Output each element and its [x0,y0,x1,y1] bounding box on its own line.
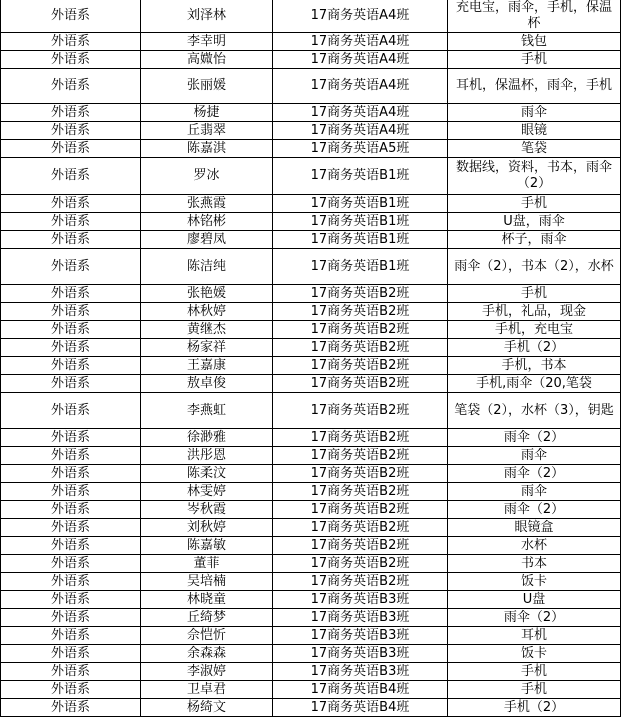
table-row [1,501,621,519]
table-row [1,429,621,447]
lost-items-cell: 雨伞（2），书本（2），水杯 [448,249,621,285]
lost-items-cell: 笔袋 [448,140,621,158]
class-cell: 17商务英语A4班 [273,104,448,122]
lost-items-cell: 雨伞（2） [448,465,621,483]
department-cell: 外语系 [1,429,141,447]
table-row [1,591,621,609]
table-row [1,140,621,158]
lost-items-cell: 眼镜盒 [448,519,621,537]
student-name-cell: 李幸明 [141,33,273,51]
department-cell: 外语系 [1,69,141,104]
department-cell: 外语系 [1,591,141,609]
department-cell: 外语系 [1,645,141,663]
class-cell: 17商务英语B2班 [273,465,448,483]
table-row [1,627,621,645]
lost-items-cell: 手机 [448,681,621,699]
student-name-cell: 陈嘉敏 [141,537,273,555]
class-cell: 17商务英语B1班 [273,249,448,285]
table-row [1,213,621,231]
table-row [1,375,621,393]
lost-items-cell: 耳机 [448,627,621,645]
table-row [1,321,621,339]
lost-items-cell: 手机，礼品，现金 [448,303,621,321]
department-cell: 外语系 [1,285,141,303]
table-row [1,537,621,555]
table-row [1,645,621,663]
lost-items-cell: 钱包 [448,33,621,51]
class-cell: 17商务英语B2班 [273,555,448,573]
student-name-cell: 王嘉康 [141,357,273,375]
student-name-cell: 林雯婷 [141,483,273,501]
table-row [1,465,621,483]
class-cell: 17商务英语B1班 [273,158,448,195]
table-row [1,104,621,122]
lost-items-cell: 数据线，资料，书本，雨伞（2） [448,158,621,195]
class-cell: 17商务英语B3班 [273,627,448,645]
table-row [1,609,621,627]
class-cell: 17商务英语A4班 [273,0,448,33]
table-row [1,393,621,429]
lost-items-cell: 眼镜 [448,122,621,140]
lost-items-cell: 雨伞 [448,104,621,122]
table-row [1,555,621,573]
class-cell: 17商务英语B2班 [273,321,448,339]
department-cell: 外语系 [1,537,141,555]
student-name-cell: 吴培楠 [141,573,273,591]
class-cell: 17商务英语B2班 [273,573,448,591]
class-cell: 17商务英语B3班 [273,645,448,663]
department-cell: 外语系 [1,519,141,537]
student-name-cell: 敖卓俊 [141,375,273,393]
department-cell: 外语系 [1,140,141,158]
table-row [1,339,621,357]
lost-items-cell: 手机,雨伞（20,笔袋 [448,375,621,393]
department-cell: 外语系 [1,249,141,285]
class-cell: 17商务英语B4班 [273,681,448,699]
class-cell: 17商务英语B3班 [273,663,448,681]
department-cell: 外语系 [1,663,141,681]
table-row [1,0,621,33]
student-name-cell: 董菲 [141,555,273,573]
class-cell: 17商务英语B1班 [273,213,448,231]
department-cell: 外语系 [1,357,141,375]
class-cell: 17商务英语B2班 [273,429,448,447]
student-name-cell: 李燕虹 [141,393,273,429]
lost-items-cell: 雨伞（2） [448,609,621,627]
table-row [1,357,621,375]
table-row [1,158,621,195]
department-cell: 外语系 [1,195,141,213]
class-cell: 17商务英语B2班 [273,537,448,555]
lost-items-cell: 雨伞 [448,483,621,501]
department-cell: 外语系 [1,555,141,573]
department-cell: 外语系 [1,681,141,699]
table-row [1,231,621,249]
department-cell: 外语系 [1,465,141,483]
class-cell: 17商务英语B1班 [273,231,448,249]
lost-items-cell: 充电宝，雨伞，手机，保温杯 [448,0,621,33]
class-cell: 17商务英语B3班 [273,609,448,627]
lost-items-cell: 雨伞 [448,447,621,465]
class-cell: 17商务英语B3班 [273,591,448,609]
student-name-cell: 杨绮文 [141,699,273,717]
department-cell: 外语系 [1,0,141,33]
class-cell: 17商务英语A4班 [273,69,448,104]
class-cell: 17商务英语B4班 [273,699,448,717]
table-row [1,195,621,213]
student-name-cell: 张艳媛 [141,285,273,303]
table-body [1,0,621,717]
student-name-cell: 陈嘉淇 [141,140,273,158]
student-name-cell: 罗冰 [141,158,273,195]
student-name-cell: 高媺怡 [141,51,273,69]
class-cell: 17商务英语B2班 [273,375,448,393]
lost-items-cell: 手机 [448,285,621,303]
table-row [1,681,621,699]
class-cell: 17商务英语A5班 [273,140,448,158]
class-cell: 17商务英语B2班 [273,357,448,375]
student-name-cell: 陈洁纯 [141,249,273,285]
student-name-cell: 张丽媛 [141,69,273,104]
table-row [1,285,621,303]
table-row [1,249,621,285]
class-cell: 17商务英语A4班 [273,33,448,51]
class-cell: 17商务英语B2班 [273,447,448,465]
department-cell: 外语系 [1,447,141,465]
class-cell: 17商务英语B2班 [273,339,448,357]
lost-items-cell: U盘 [448,591,621,609]
student-name-cell: 徐渺雅 [141,429,273,447]
class-cell: 17商务英语B2班 [273,483,448,501]
department-cell: 外语系 [1,158,141,195]
table-row [1,33,621,51]
class-cell: 17商务英语B2班 [273,519,448,537]
lost-items-cell: 手机（2） [448,339,621,357]
student-name-cell: 刘秋婷 [141,519,273,537]
student-name-cell: 杨家祥 [141,339,273,357]
student-name-cell: 余森森 [141,645,273,663]
class-cell: 17商务英语B2班 [273,393,448,429]
student-name-cell: 林秋婷 [141,303,273,321]
class-cell: 17商务英语A4班 [273,51,448,69]
lost-items-cell: 雨伞（2） [448,501,621,519]
department-cell: 外语系 [1,213,141,231]
student-name-cell: 佘恺忻 [141,627,273,645]
table-row [1,699,621,717]
lost-items-cell: 水杯 [448,537,621,555]
table-row [1,122,621,140]
department-cell: 外语系 [1,501,141,519]
lost-items-cell: 手机 [448,663,621,681]
department-cell: 外语系 [1,321,141,339]
student-name-cell: 林铭彬 [141,213,273,231]
table-row [1,303,621,321]
student-name-cell: 杨捷 [141,104,273,122]
lost-items-cell: U盘，雨伞 [448,213,621,231]
department-cell: 外语系 [1,393,141,429]
student-name-cell: 刘泽林 [141,0,273,33]
table-row [1,69,621,104]
department-cell: 外语系 [1,699,141,717]
department-cell: 外语系 [1,303,141,321]
student-name-cell: 李淑婷 [141,663,273,681]
lost-items-cell: 雨伞（2） [448,429,621,447]
class-cell: 17商务英语B2班 [273,501,448,519]
lost-items-cell: 耳机，保温杯，雨伞，手机 [448,69,621,104]
lost-items-cell: 手机 [448,51,621,69]
student-name-cell: 岑秋霞 [141,501,273,519]
student-name-cell: 洪彤恩 [141,447,273,465]
department-cell: 外语系 [1,122,141,140]
lost-items-cell: 手机（2） [448,699,621,717]
department-cell: 外语系 [1,339,141,357]
lost-items-cell: 手机，充电宝 [448,321,621,339]
class-cell: 17商务英语B2班 [273,303,448,321]
student-name-cell: 廖碧凤 [141,231,273,249]
student-name-cell: 林晓童 [141,591,273,609]
lost-items-cell: 手机 [448,195,621,213]
lost-items-cell: 杯子，雨伞 [448,231,621,249]
department-cell: 外语系 [1,627,141,645]
department-cell: 外语系 [1,483,141,501]
table-row [1,51,621,69]
table-row [1,519,621,537]
lost-items-cell: 笔袋（2），水杯（3），钥匙 [448,393,621,429]
class-cell: 17商务英语B2班 [273,285,448,303]
department-cell: 外语系 [1,104,141,122]
class-cell: 17商务英语B1班 [273,195,448,213]
department-cell: 外语系 [1,375,141,393]
table-row [1,663,621,681]
department-cell: 外语系 [1,609,141,627]
table-row [1,573,621,591]
student-name-cell: 陈柔汶 [141,465,273,483]
table-row [1,483,621,501]
lost-items-cell: 饭卡 [448,573,621,591]
lost-items-cell: 饭卡 [448,645,621,663]
student-name-cell: 卫卓君 [141,681,273,699]
student-name-cell: 丘绮梦 [141,609,273,627]
student-name-cell: 丘翡翠 [141,122,273,140]
lost-items-cell: 手机，书本 [448,357,621,375]
department-cell: 外语系 [1,51,141,69]
table-row [1,447,621,465]
department-cell: 外语系 [1,33,141,51]
student-name-cell: 张燕霞 [141,195,273,213]
lost-items-cell: 书本 [448,555,621,573]
class-cell: 17商务英语A4班 [273,122,448,140]
department-cell: 外语系 [1,573,141,591]
department-cell: 外语系 [1,231,141,249]
student-name-cell: 黄继杰 [141,321,273,339]
